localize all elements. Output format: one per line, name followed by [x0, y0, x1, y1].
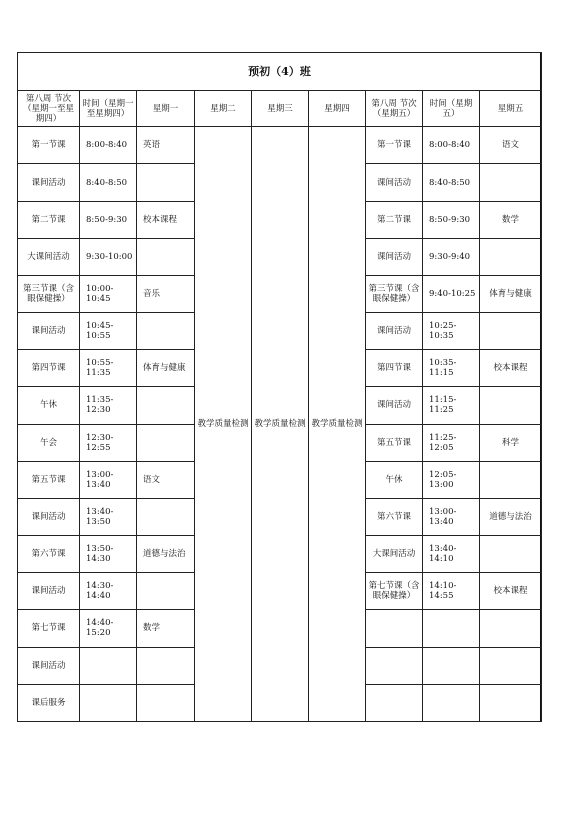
friday-cell: 体育与健康: [480, 275, 542, 312]
period-cell: 第五节课: [18, 461, 80, 498]
period-cell: 第一节课: [18, 127, 80, 164]
friday-cell: [480, 536, 542, 573]
period-cell: 第七节课: [18, 610, 80, 647]
header-period-mon-thu: 第八周 节次（星期一至星期四）: [18, 91, 80, 127]
friday-cell: 科学: [480, 424, 542, 461]
friday-period-cell: 第七节课（含眼保健操）: [366, 573, 423, 610]
monday-cell: [137, 238, 195, 275]
time-cell: 10:45-10:55: [80, 313, 137, 350]
period-cell: 午会: [18, 424, 80, 461]
header-friday: 星期五: [480, 91, 542, 127]
period-cell: 课间活动: [18, 313, 80, 350]
merged-cell-wed: 教学质量检测: [252, 127, 309, 722]
time-cell: 14:40-15:20: [80, 610, 137, 647]
friday-time-cell: 13:40-14:10: [423, 536, 480, 573]
monday-cell: [137, 498, 195, 535]
header-period-fri: 第八周 节次（星期五）: [366, 91, 423, 127]
friday-time-cell: 8:40-8:50: [423, 164, 480, 201]
friday-time-cell: 9:30-9:40: [423, 238, 480, 275]
period-cell: 课间活动: [18, 573, 80, 610]
merged-cell-thu: 教学质量检测: [309, 127, 366, 722]
friday-time-cell: 10:35-11:15: [423, 350, 480, 387]
friday-period-cell: 课间活动: [366, 164, 423, 201]
friday-period-cell: [366, 647, 423, 684]
friday-period-cell: 第三节课（含眼保健操）: [366, 275, 423, 312]
time-cell: [80, 684, 137, 721]
friday-period-cell: 第六节课: [366, 498, 423, 535]
friday-time-cell: 12:05-13:00: [423, 461, 480, 498]
header-monday: 星期一: [137, 91, 195, 127]
friday-cell: 校本课程: [480, 573, 542, 610]
monday-cell: 音乐: [137, 275, 195, 312]
friday-cell: [480, 647, 542, 684]
friday-period-cell: 第一节课: [366, 127, 423, 164]
monday-cell: 道德与法治: [137, 536, 195, 573]
friday-period-cell: 课间活动: [366, 238, 423, 275]
period-cell: 第四节课: [18, 350, 80, 387]
table-row: [18, 127, 542, 164]
monday-cell: 英语: [137, 127, 195, 164]
friday-time-cell: [423, 610, 480, 647]
monday-cell: 语文: [137, 461, 195, 498]
friday-period-cell: 课间活动: [366, 313, 423, 350]
friday-cell: [480, 610, 542, 647]
period-cell: 课间活动: [18, 164, 80, 201]
friday-time-cell: 11:25-12:05: [423, 424, 480, 461]
friday-time-cell: 10:25-10:35: [423, 313, 480, 350]
friday-period-cell: 课间活动: [366, 387, 423, 424]
monday-cell: [137, 424, 195, 461]
friday-time-cell: [423, 684, 480, 721]
monday-cell: 校本课程: [137, 201, 195, 238]
header-time-mon-thu: 时间（星期一至星期四）: [80, 91, 137, 127]
period-cell: 课后服务: [18, 684, 80, 721]
time-cell: [80, 647, 137, 684]
friday-cell: [480, 238, 542, 275]
time-cell: 10:55-11:35: [80, 350, 137, 387]
friday-cell: 道德与法治: [480, 498, 542, 535]
header-tuesday: 星期二: [195, 91, 252, 127]
period-cell: 第三节课（含眼保健操）: [18, 275, 80, 312]
period-cell: 第二节课: [18, 201, 80, 238]
monday-cell: 体育与健康: [137, 350, 195, 387]
time-cell: 8:50-9:30: [80, 201, 137, 238]
friday-period-cell: 第二节课: [366, 201, 423, 238]
time-cell: 12:30-12:55: [80, 424, 137, 461]
friday-cell: [480, 461, 542, 498]
friday-cell: [480, 313, 542, 350]
friday-time-cell: 13:00-13:40: [423, 498, 480, 535]
friday-period-cell: 午休: [366, 461, 423, 498]
header-row: [18, 91, 542, 127]
friday-period-cell: [366, 610, 423, 647]
friday-period-cell: 第四节课: [366, 350, 423, 387]
class-title: 预初（4）班: [18, 53, 542, 91]
friday-time-cell: 9:40-10:25: [423, 275, 480, 312]
friday-time-cell: 11:15-11:25: [423, 387, 480, 424]
time-cell: 13:00-13:40: [80, 461, 137, 498]
time-cell: 9:30-10:00: [80, 238, 137, 275]
time-cell: 8:40-8:50: [80, 164, 137, 201]
monday-cell: [137, 164, 195, 201]
friday-time-cell: 14:10-14:55: [423, 573, 480, 610]
time-cell: 14:30-14:40: [80, 573, 137, 610]
title-row: [18, 53, 542, 91]
time-cell: 11:35-12:30: [80, 387, 137, 424]
time-cell: 13:50-14:30: [80, 536, 137, 573]
friday-cell: 数学: [480, 201, 542, 238]
timetable: [17, 52, 542, 722]
monday-cell: [137, 573, 195, 610]
friday-cell: 校本课程: [480, 350, 542, 387]
friday-period-cell: 第五节课: [366, 424, 423, 461]
monday-cell: [137, 313, 195, 350]
friday-period-cell: 大课间活动: [366, 536, 423, 573]
period-cell: 课间活动: [18, 498, 80, 535]
friday-time-cell: 8:50-9:30: [423, 201, 480, 238]
friday-cell: [480, 164, 542, 201]
period-cell: 午休: [18, 387, 80, 424]
period-cell: 课间活动: [18, 647, 80, 684]
friday-cell: [480, 684, 542, 721]
friday-period-cell: [366, 684, 423, 721]
monday-cell: [137, 387, 195, 424]
time-cell: 13:40-13:50: [80, 498, 137, 535]
friday-cell: [480, 387, 542, 424]
period-cell: 第六节课: [18, 536, 80, 573]
time-cell: 10:00-10:45: [80, 275, 137, 312]
header-wednesday: 星期三: [252, 91, 309, 127]
merged-cell-tue: 教学质量检测: [195, 127, 252, 722]
monday-cell: [137, 647, 195, 684]
friday-time-cell: [423, 647, 480, 684]
header-thursday: 星期四: [309, 91, 366, 127]
monday-cell: [137, 684, 195, 721]
header-time-fri: 时间（星期五）: [423, 91, 480, 127]
time-cell: 8:00-8:40: [80, 127, 137, 164]
friday-time-cell: 8:00-8:40: [423, 127, 480, 164]
friday-cell: 语文: [480, 127, 542, 164]
monday-cell: 数学: [137, 610, 195, 647]
period-cell: 大课间活动: [18, 238, 80, 275]
